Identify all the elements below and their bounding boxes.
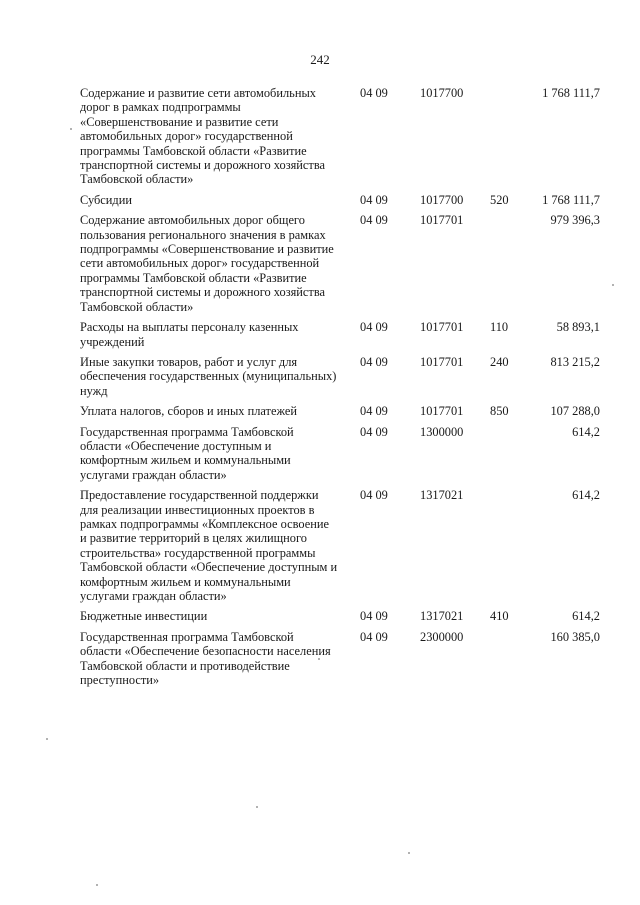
expense-type-code: 850 [490,404,509,419]
scan-speck [318,658,320,660]
scan-speck [70,128,72,130]
table-row [80,355,600,404]
budget-table [80,86,600,693]
expense-type-code: 410 [490,609,509,624]
section-code: 04 09 [360,213,388,228]
amount: 614,2 [572,488,600,503]
table-row [80,320,600,355]
target-article-code: 1017700 [420,86,464,100]
expense-type-code [484,86,524,193]
target-article-code: 1317021 [420,609,464,624]
expense-type-code [484,630,524,694]
expense-type-code [484,488,524,609]
section-code: 04 09 [360,488,388,503]
amount: 1 768 111,7 [542,192,600,207]
expense-name: Государственная программа Тамбовской области «Обеспечение безопасности населения Тамбовской области и противодействие преступности» [80,629,331,688]
section-code: 04 09 [360,192,388,207]
amount: 160 385,0 [550,629,600,644]
table-row [80,630,600,694]
expense-name: Предоставление государственной поддержки для реализации инвестиционных проектов в рамках подпрограммы «Комплексное освоение и развитие территорий в целях жилищного строительства» государственной программы Тамбовской области «Обеспечение доступным и комфортным жильем и коммунальными услугами граждан области» [80,488,338,603]
expense-type-code: 110 [490,320,509,335]
amount: 614,2 [572,609,600,624]
target-article-code: 1017700 [420,192,464,207]
table-row [80,193,600,213]
section-code: 04 09 [360,354,388,369]
target-article-code: 2300000 [420,629,464,644]
scan-speck [96,884,98,886]
expense-name: Содержание и развитие сети автомобильных дорог в рамках подпрограммы «Совершенствование и развитие сети автомобильных дорог» государственной программы Тамбовской области «Развитие транспортной системы и дорожного хозяйства Тамбовской области» [80,86,326,187]
expense-name: Бюджетные инвестиции [80,609,208,624]
amount: 979 396,3 [550,213,600,228]
table-row [80,86,600,193]
table-row [80,213,600,320]
section-code: 04 09 [360,609,388,624]
scan-speck [408,852,410,854]
section-code: 04 09 [360,629,388,644]
target-article-code: 1300000 [420,424,464,439]
scan-speck [46,738,48,740]
expense-type-code: 520 [490,192,509,207]
scan-speck [612,284,614,286]
expense-name: Расходы на выплаты персоналу казенных учреждений [80,320,299,349]
target-article-code: 1017701 [420,320,464,335]
amount: 813 215,2 [550,354,600,369]
expense-name: Субсидии [80,192,132,207]
expense-type-code [484,213,524,320]
expense-name: Иные закупки товаров, работ и услуг для обеспечения государственных (муниципальных) нужд [80,354,337,398]
page-number: 242 [310,52,330,67]
amount: 614,2 [572,424,600,439]
table-row [80,609,600,629]
scan-speck [256,806,258,808]
table-row [80,488,600,609]
expense-name: Уплата налогов, сборов и иных платежей [80,404,298,419]
section-code: 04 09 [360,404,388,419]
section-code: 04 09 [360,424,388,439]
section-code: 04 09 [360,86,388,100]
target-article-code: 1017701 [420,213,464,228]
table-row [80,425,600,489]
amount: 1 768 111,7 [542,86,600,100]
expense-name: Содержание автомобильных дорог общего пользования регионального значения в рамках подпрограммы «Совершенствование и развитие сети автомобильных дорог» государственной программы Тамбовской области «Развитие транспортной системы и дорожного хозяйства Тамбовской области» [80,213,334,314]
amount: 58 893,1 [556,320,600,335]
expense-type-code: 240 [490,354,509,369]
table-row [80,404,600,424]
amount: 107 288,0 [550,404,600,419]
expense-type-code [484,425,524,489]
expense-name: Государственная программа Тамбовской области «Обеспечение доступным и комфортным жильем и коммунальными услугами граждан области» [80,424,294,482]
target-article-code: 1017701 [420,404,464,419]
target-article-code: 1017701 [420,354,464,369]
target-article-code: 1317021 [420,488,464,503]
section-code: 04 09 [360,320,388,335]
